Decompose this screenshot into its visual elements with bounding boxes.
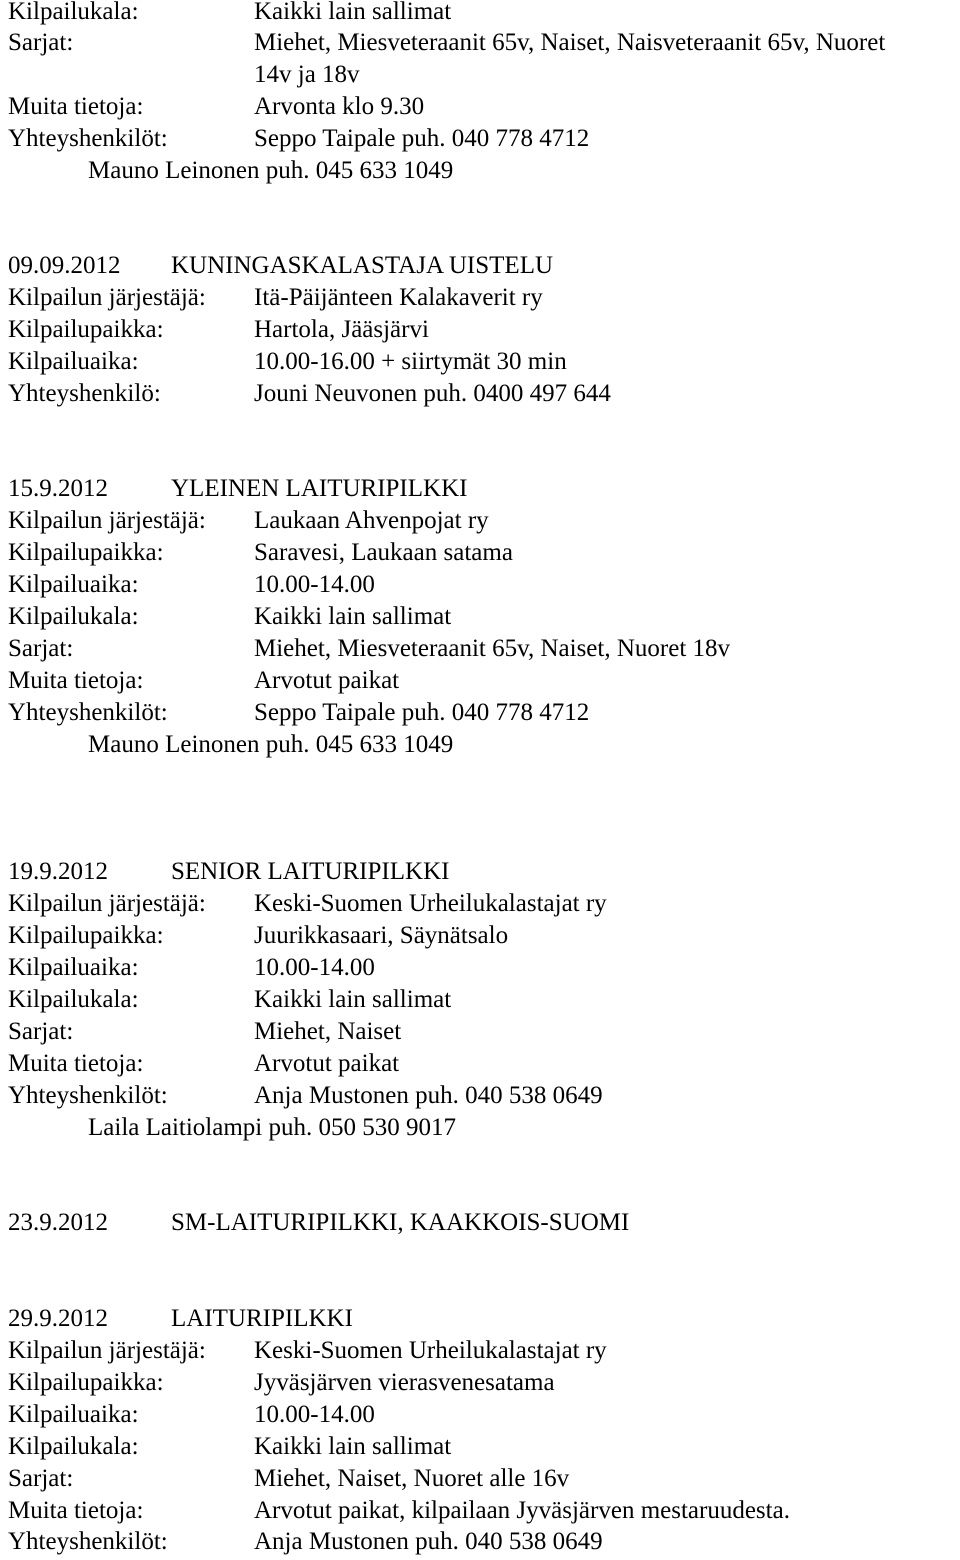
- field-label: Sarjat:: [8, 1465, 74, 1492]
- field-label: Yhteyshenkilö:: [8, 380, 161, 407]
- field-label: Kilpailukala:: [8, 986, 139, 1013]
- field-label: Kilpailuaika:: [8, 954, 139, 981]
- field-value: Kaikki lain sallimat: [254, 1433, 452, 1460]
- field-label: Yhteyshenkilöt:: [8, 125, 168, 152]
- field-value: 10.00-14.00: [254, 954, 375, 981]
- field-label: Kilpailun järjestäjä:: [8, 890, 206, 917]
- field-label: Kilpailupaikka:: [8, 539, 164, 566]
- field-value: Kaikki lain sallimat: [254, 986, 452, 1013]
- field-label: Sarjat:: [8, 635, 74, 662]
- field-value: Seppo Taipale puh. 040 778 4712: [254, 699, 590, 726]
- event-title: SENIOR LAITURIPILKKI: [171, 858, 450, 885]
- field-value: 10.00-14.00: [254, 1401, 375, 1428]
- event-date: 19.9.2012: [8, 858, 108, 885]
- field-label: Muita tietoja:: [8, 93, 144, 120]
- field-label: Muita tietoja:: [8, 1050, 144, 1077]
- field-value: Arvotut paikat, kilpailaan Jyväsjärven mestaruudesta.: [254, 1497, 790, 1524]
- event-date: 15.9.2012: [8, 475, 108, 502]
- field-label: Kilpailukala:: [8, 1433, 139, 1460]
- field-value: Keski-Suomen Urheilukalastajat ry: [254, 890, 607, 917]
- field-value: Kaikki lain sallimat: [254, 0, 452, 25]
- event-date: 23.9.2012: [8, 1209, 108, 1236]
- field-label: Yhteyshenkilöt:: [8, 1082, 168, 1109]
- field-value: Hartola, Jääsjärvi: [254, 316, 429, 343]
- field-label: Yhteyshenkilöt:: [8, 699, 168, 726]
- field-value: Kaikki lain sallimat: [254, 603, 452, 630]
- field-value: Arvotut paikat: [254, 1050, 400, 1077]
- field-value: Jyväsjärven vierasvenesatama: [254, 1369, 555, 1396]
- field-value: Saravesi, Laukaan satama: [254, 539, 513, 566]
- field-value: Juurikkasaari, Säynätsalo: [254, 922, 509, 949]
- field-value: Seppo Taipale puh. 040 778 4712: [254, 125, 590, 152]
- field-value: Anja Mustonen puh. 040 538 0649: [254, 1082, 603, 1109]
- field-value: Miehet, Miesveteraanit 65v, Naiset, Naisveteraanit 65v, Nuoret: [254, 29, 886, 56]
- field-value: Miehet, Miesveteraanit 65v, Naiset, Nuoret 18v: [254, 635, 731, 662]
- field-value: Miehet, Naiset, Nuoret alle 16v: [254, 1465, 570, 1492]
- field-value: Anja Mustonen puh. 040 538 0649: [254, 1528, 603, 1555]
- field-value: Arvotut paikat: [254, 667, 400, 694]
- field-value: Jouni Neuvonen puh. 0400 497 644: [254, 380, 611, 407]
- field-value: Laila Laitiolampi puh. 050 530 9017: [88, 1114, 456, 1141]
- field-label: Yhteyshenkilöt:: [8, 1528, 168, 1555]
- field-value: Keski-Suomen Urheilukalastajat ry: [254, 1337, 607, 1364]
- field-label: Muita tietoja:: [8, 1497, 144, 1524]
- field-value: Mauno Leinonen puh. 045 633 1049: [88, 157, 454, 184]
- field-value: 10.00-14.00: [254, 571, 375, 598]
- field-label: Sarjat:: [8, 29, 74, 56]
- field-label: Kilpailupaikka:: [8, 1369, 164, 1396]
- event-title: YLEINEN LAITURIPILKKI: [171, 475, 468, 502]
- event-date: 09.09.2012: [8, 252, 121, 279]
- field-value: 14v ja 18v: [254, 61, 360, 88]
- field-label: Kilpailun järjestäjä:: [8, 1337, 206, 1364]
- field-value: Itä-Päijänteen Kalakaverit ry: [254, 284, 543, 311]
- field-label: Sarjat:: [8, 1018, 74, 1045]
- event-title: KUNINGASKALASTAJA UISTELU: [171, 252, 554, 279]
- field-label: Kilpailupaikka:: [8, 922, 164, 949]
- field-value: Mauno Leinonen puh. 045 633 1049: [88, 731, 454, 758]
- field-label: Kilpailuaika:: [8, 1401, 139, 1428]
- event-title: LAITURIPILKKI: [171, 1305, 353, 1332]
- event-date: 29.9.2012: [8, 1305, 108, 1332]
- field-value: Arvonta klo 9.30: [254, 93, 425, 120]
- field-label: Kilpailun järjestäjä:: [8, 284, 206, 311]
- field-label: Kilpailuaika:: [8, 348, 139, 375]
- field-label: Kilpailun järjestäjä:: [8, 507, 206, 534]
- field-label: Muita tietoja:: [8, 667, 144, 694]
- field-label: Kilpailukala:: [8, 0, 139, 25]
- field-label: Kilpailuaika:: [8, 571, 139, 598]
- event-title: SM-LAITURIPILKKI, KAAKKOIS-SUOMI: [171, 1209, 630, 1236]
- field-value: Miehet, Naiset: [254, 1018, 402, 1045]
- field-value: 10.00-16.00 + siirtymät 30 min: [254, 348, 567, 375]
- field-label: Kilpailukala:: [8, 603, 139, 630]
- field-label: Kilpailupaikka:: [8, 316, 164, 343]
- field-value: Laukaan Ahvenpojat ry: [254, 507, 489, 534]
